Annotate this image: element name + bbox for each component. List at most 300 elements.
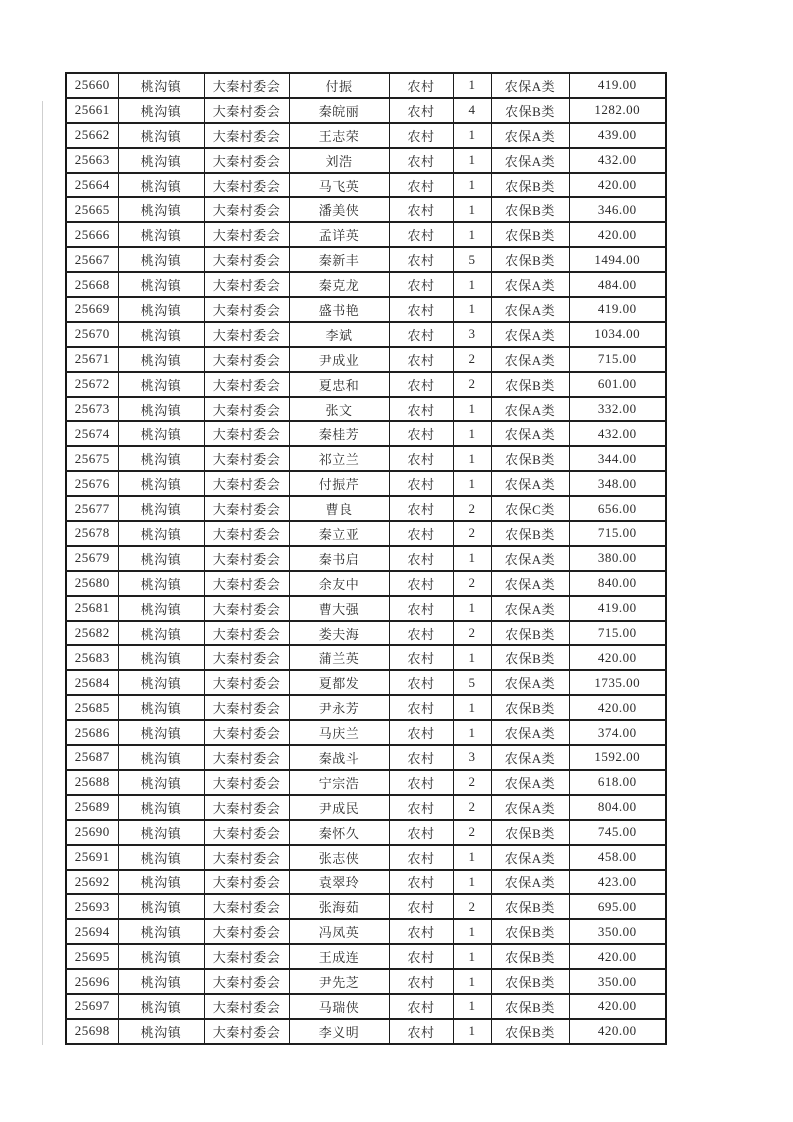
table-cell: 大秦村委会 [204,795,289,820]
table-cell: 大秦村委会 [204,73,289,98]
table-cell: 宁宗浩 [289,770,389,795]
table-cell: 农村 [389,645,453,670]
table-cell: 农村 [389,795,453,820]
table-row [66,272,666,297]
table-cell: 423.00 [569,870,666,895]
table-cell: 大秦村委会 [204,496,289,521]
table-cell: 大秦村委会 [204,322,289,347]
table-cell: 马瑞侠 [289,994,389,1019]
table-cell: 农保B类 [491,894,569,919]
table-cell: 25681 [66,596,118,621]
table-cell: 农村 [389,670,453,695]
table-cell: 420.00 [569,994,666,1019]
table-cell: 桃沟镇 [118,148,204,173]
table-cell: 1 [453,148,491,173]
table-cell: 1 [453,944,491,969]
table-cell: 祁立兰 [289,446,389,471]
table-cell: 农保B类 [491,222,569,247]
table-cell: 秦书启 [289,546,389,571]
table-cell: 桃沟镇 [118,596,204,621]
table-cell: 1 [453,222,491,247]
table-cell: 盛书艳 [289,297,389,322]
table-cell: 25662 [66,123,118,148]
table-row [66,645,666,670]
table-cell: 农保B类 [491,969,569,994]
table-cell: 439.00 [569,123,666,148]
table-cell: 大秦村委会 [204,446,289,471]
table-cell: 大秦村委会 [204,944,289,969]
table-cell: 25696 [66,969,118,994]
table-cell: 农保A类 [491,845,569,870]
table-cell: 农村 [389,148,453,173]
table-cell: 420.00 [569,944,666,969]
table-cell: 桃沟镇 [118,297,204,322]
table-cell: 农村 [389,994,453,1019]
table-cell: 蒲兰英 [289,645,389,670]
table-cell: 农保B类 [491,645,569,670]
table-cell: 大秦村委会 [204,123,289,148]
table-cell: 桃沟镇 [118,347,204,372]
table-cell: 大秦村委会 [204,820,289,845]
table-cell: 1 [453,994,491,1019]
table-cell: 农村 [389,297,453,322]
table-cell: 2 [453,820,491,845]
table-cell: 农保A类 [491,795,569,820]
table-row [66,347,666,372]
table-cell: 王成连 [289,944,389,969]
table-cell: 350.00 [569,919,666,944]
table-cell: 大秦村委会 [204,471,289,496]
table-row [66,222,666,247]
table-cell: 桃沟镇 [118,98,204,123]
table-cell: 秦怀久 [289,820,389,845]
table-cell: 1 [453,397,491,422]
table-cell: 大秦村委会 [204,745,289,770]
table-cell: 桃沟镇 [118,645,204,670]
table-cell: 419.00 [569,73,666,98]
table-row [66,695,666,720]
table-cell: 桃沟镇 [118,397,204,422]
table-cell: 2 [453,496,491,521]
table-cell: 420.00 [569,695,666,720]
table-cell: 农村 [389,546,453,571]
table-row [66,372,666,397]
table-cell: 420.00 [569,1019,666,1044]
table-row [66,944,666,969]
table-cell: 袁翠玲 [289,870,389,895]
table-cell: 2 [453,621,491,646]
table-cell: 农保B类 [491,1019,569,1044]
table-cell: 大秦村委会 [204,596,289,621]
table-cell: 25694 [66,919,118,944]
table-cell: 420.00 [569,173,666,198]
table-cell: 农村 [389,571,453,596]
table-cell: 346.00 [569,197,666,222]
table-cell: 桃沟镇 [118,123,204,148]
table-row [66,496,666,521]
table-cell: 农村 [389,446,453,471]
scan-artifact-line [42,101,43,1045]
table-cell: 1494.00 [569,247,666,272]
table-cell: 桃沟镇 [118,695,204,720]
table-cell: 桃沟镇 [118,745,204,770]
table-cell: 25688 [66,770,118,795]
table-cell: 付振芹 [289,471,389,496]
table-cell: 农保B类 [491,994,569,1019]
table-cell: 25686 [66,720,118,745]
table-cell: 大秦村委会 [204,272,289,297]
table-cell: 农保A类 [491,745,569,770]
table-cell: 刘浩 [289,148,389,173]
table-cell: 农保B类 [491,446,569,471]
table-cell: 大秦村委会 [204,173,289,198]
table-cell: 秦新丰 [289,247,389,272]
table-cell: 1592.00 [569,745,666,770]
table-cell: 1 [453,421,491,446]
table-cell: 1 [453,173,491,198]
table-cell: 25693 [66,894,118,919]
table-cell: 桃沟镇 [118,795,204,820]
table-cell: 农保B类 [491,621,569,646]
table-cell: 715.00 [569,347,666,372]
table-cell: 农保A类 [491,720,569,745]
table-cell: 3 [453,322,491,347]
table-cell: 马庆兰 [289,720,389,745]
table-cell: 农村 [389,173,453,198]
table-cell: 桃沟镇 [118,894,204,919]
table-cell: 25685 [66,695,118,720]
table-cell: 农村 [389,820,453,845]
table-cell: 农保A类 [491,596,569,621]
table-cell: 25677 [66,496,118,521]
table-cell: 桃沟镇 [118,247,204,272]
table-row [66,98,666,123]
table-cell: 马飞英 [289,173,389,198]
table-cell: 桃沟镇 [118,446,204,471]
table-cell: 桃沟镇 [118,670,204,695]
table-cell: 25691 [66,845,118,870]
table-cell: 1 [453,720,491,745]
table-cell: 农保A类 [491,670,569,695]
table-cell: 25690 [66,820,118,845]
table-cell: 1 [453,272,491,297]
table-cell: 25697 [66,994,118,1019]
table-cell: 1034.00 [569,322,666,347]
table-cell: 农村 [389,73,453,98]
table-cell: 大秦村委会 [204,695,289,720]
table-cell: 25673 [66,397,118,422]
table-cell: 344.00 [569,446,666,471]
table-cell: 1 [453,596,491,621]
table-cell: 农保A类 [491,297,569,322]
table-cell: 420.00 [569,222,666,247]
table-cell: 农村 [389,745,453,770]
table-cell: 潘美侠 [289,197,389,222]
table-row [66,596,666,621]
table-cell: 大秦村委会 [204,919,289,944]
table-cell: 农村 [389,98,453,123]
table-cell: 1 [453,845,491,870]
table-cell: 农保B类 [491,197,569,222]
table-cell: 农村 [389,521,453,546]
table-cell: 桃沟镇 [118,1019,204,1044]
table-cell: 大秦村委会 [204,645,289,670]
table-cell: 大秦村委会 [204,347,289,372]
table-cell: 大秦村委会 [204,148,289,173]
table-cell: 桃沟镇 [118,944,204,969]
table-cell: 332.00 [569,397,666,422]
table-cell: 大秦村委会 [204,1019,289,1044]
table-cell: 农村 [389,372,453,397]
table-cell: 1282.00 [569,98,666,123]
table-cell: 农保B类 [491,173,569,198]
table-row [66,247,666,272]
table-cell: 1 [453,123,491,148]
table-row [66,571,666,596]
table-row [66,994,666,1019]
table-cell: 1 [453,297,491,322]
table-cell: 1 [453,446,491,471]
table-cell: 大秦村委会 [204,621,289,646]
table-cell: 秦克龙 [289,272,389,297]
table-cell: 桃沟镇 [118,272,204,297]
table-cell: 25680 [66,571,118,596]
table-cell: 25666 [66,222,118,247]
table-cell: 656.00 [569,496,666,521]
table-cell: 农村 [389,621,453,646]
table-cell: 农村 [389,770,453,795]
table-cell: 25682 [66,621,118,646]
table-row [66,845,666,870]
table-row [66,521,666,546]
table-cell: 618.00 [569,770,666,795]
table-cell: 王志荣 [289,123,389,148]
table-cell: 1 [453,471,491,496]
table-cell: 农保A类 [491,571,569,596]
table-row [66,123,666,148]
table-cell: 农保A类 [491,870,569,895]
table-cell: 农村 [389,944,453,969]
table-cell: 1 [453,969,491,994]
table-cell: 840.00 [569,571,666,596]
table-cell: 秦战斗 [289,745,389,770]
table-row [66,446,666,471]
table-cell: 804.00 [569,795,666,820]
table-cell: 2 [453,372,491,397]
table-cell: 秦桂芳 [289,421,389,446]
table-cell: 374.00 [569,720,666,745]
table-cell: 桃沟镇 [118,496,204,521]
table-cell: 桃沟镇 [118,919,204,944]
table-cell: 农保B类 [491,695,569,720]
table-cell: 2 [453,347,491,372]
table-cell: 秦立亚 [289,521,389,546]
table-cell: 25698 [66,1019,118,1044]
table-row [66,870,666,895]
table-cell: 1735.00 [569,670,666,695]
table-cell: 农村 [389,596,453,621]
table-cell: 曹良 [289,496,389,521]
table-cell: 745.00 [569,820,666,845]
table-cell: 农保A类 [491,546,569,571]
table-cell: 农村 [389,695,453,720]
table-cell: 4 [453,98,491,123]
table-cell: 农村 [389,720,453,745]
table-cell: 桃沟镇 [118,73,204,98]
table-cell: 1 [453,546,491,571]
table-cell: 大秦村委会 [204,969,289,994]
table-cell: 娄夫海 [289,621,389,646]
table-cell: 348.00 [569,471,666,496]
table-cell: 桃沟镇 [118,521,204,546]
table-cell: 5 [453,670,491,695]
table-cell: 农村 [389,471,453,496]
table-cell: 农村 [389,322,453,347]
table-cell: 2 [453,571,491,596]
table-cell: 付振 [289,73,389,98]
table-cell: 380.00 [569,546,666,571]
table-cell: 大秦村委会 [204,994,289,1019]
table-cell: 桃沟镇 [118,421,204,446]
table-cell: 张文 [289,397,389,422]
table-cell: 25692 [66,870,118,895]
table-cell: 大秦村委会 [204,397,289,422]
table-row [66,471,666,496]
table-cell: 农保B类 [491,247,569,272]
table-cell: 农村 [389,397,453,422]
table-row [66,297,666,322]
table-cell: 大秦村委会 [204,98,289,123]
table-cell: 农保B类 [491,820,569,845]
table-cell: 桃沟镇 [118,197,204,222]
table-cell: 420.00 [569,645,666,670]
table-cell: 1 [453,73,491,98]
table-cell: 715.00 [569,621,666,646]
table-cell: 大秦村委会 [204,521,289,546]
table-cell: 农村 [389,969,453,994]
table-cell: 大秦村委会 [204,571,289,596]
table-row [66,197,666,222]
table-row [66,720,666,745]
table-cell: 大秦村委会 [204,670,289,695]
table-cell: 大秦村委会 [204,247,289,272]
table-row [66,73,666,98]
table-cell: 秦皖丽 [289,98,389,123]
table-cell: 张海茹 [289,894,389,919]
table-cell: 大秦村委会 [204,297,289,322]
table-cell: 桃沟镇 [118,820,204,845]
table-cell: 桃沟镇 [118,173,204,198]
table-row [66,173,666,198]
table-cell: 农保B类 [491,372,569,397]
table-cell: 25672 [66,372,118,397]
table-cell: 余友中 [289,571,389,596]
table-cell: 李斌 [289,322,389,347]
table-cell: 3 [453,745,491,770]
table-cell: 农村 [389,222,453,247]
table-cell: 农村 [389,123,453,148]
table-cell: 农村 [389,870,453,895]
table-cell: 农保A类 [491,148,569,173]
table-cell: 25660 [66,73,118,98]
table-cell: 农村 [389,272,453,297]
table-cell: 尹成民 [289,795,389,820]
table-row [66,421,666,446]
table-cell: 桃沟镇 [118,571,204,596]
table-cell: 农保A类 [491,123,569,148]
table-cell: 1 [453,645,491,670]
table-cell: 农保A类 [491,471,569,496]
table-cell: 大秦村委会 [204,894,289,919]
table-cell: 25661 [66,98,118,123]
table-cell: 农村 [389,496,453,521]
table-cell: 夏忠和 [289,372,389,397]
table-row [66,745,666,770]
table-cell: 25684 [66,670,118,695]
table-cell: 农村 [389,421,453,446]
table-cell: 桃沟镇 [118,322,204,347]
table-cell: 458.00 [569,845,666,870]
table-cell: 农保A类 [491,421,569,446]
table-cell: 2 [453,894,491,919]
table-cell: 695.00 [569,894,666,919]
table-row [66,148,666,173]
table-cell: 大秦村委会 [204,870,289,895]
table-cell: 桃沟镇 [118,870,204,895]
table-cell: 25683 [66,645,118,670]
table-cell: 25695 [66,944,118,969]
table-cell: 尹成业 [289,347,389,372]
table-cell: 2 [453,521,491,546]
table-cell: 农村 [389,845,453,870]
table-cell: 25678 [66,521,118,546]
table-row [66,670,666,695]
table-cell: 25669 [66,297,118,322]
table-cell: 桃沟镇 [118,845,204,870]
table-cell: 桃沟镇 [118,969,204,994]
table-cell: 农村 [389,894,453,919]
table-cell: 夏都发 [289,670,389,695]
table-cell: 5 [453,247,491,272]
table-cell: 大秦村委会 [204,222,289,247]
table-cell: 大秦村委会 [204,546,289,571]
table-cell: 曹大强 [289,596,389,621]
table-cell: 桃沟镇 [118,994,204,1019]
table-cell: 432.00 [569,148,666,173]
table-row [66,546,666,571]
table-cell: 农保B类 [491,521,569,546]
table-cell: 1 [453,197,491,222]
table-row [66,621,666,646]
table-cell: 农村 [389,919,453,944]
table-cell: 桃沟镇 [118,720,204,745]
table-row [66,397,666,422]
table-cell: 大秦村委会 [204,720,289,745]
table-cell: 农村 [389,247,453,272]
table-row [66,795,666,820]
table-cell: 农村 [389,197,453,222]
table-cell: 25675 [66,446,118,471]
welfare-record-table [65,72,667,1045]
table-cell: 桃沟镇 [118,621,204,646]
table-cell: 419.00 [569,297,666,322]
table-cell: 432.00 [569,421,666,446]
table-cell: 25676 [66,471,118,496]
table-cell: 1 [453,1019,491,1044]
table-cell: 25668 [66,272,118,297]
table-cell: 601.00 [569,372,666,397]
table-cell: 2 [453,770,491,795]
